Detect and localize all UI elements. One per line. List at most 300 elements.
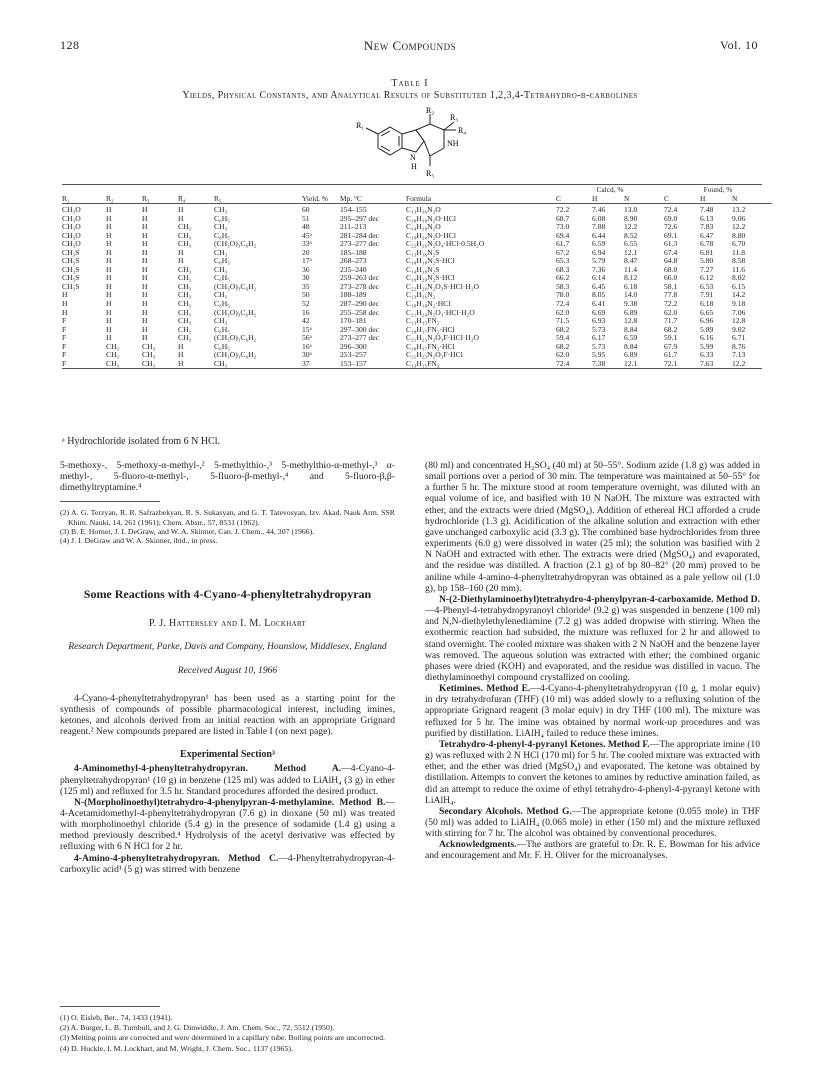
table-cell: H: [106, 291, 112, 300]
article-authors: P. J. Hattersley and I. M. Lockhart: [148, 618, 307, 630]
table-cell: 72.1: [664, 359, 678, 368]
table-caption: Yields, Physical Constants, and Analytical Results of Substituted 1,2,3,4-Tetrahydro-β-carbolines: [182, 90, 638, 101]
table-cell: H: [142, 334, 148, 343]
table-cell: CH₃O: [62, 223, 81, 232]
table-cell: 72.6: [664, 223, 678, 232]
table-cell: 296–300: [340, 342, 367, 351]
table-cell: H: [178, 206, 184, 214]
table-cell: 6.47: [700, 231, 714, 240]
table-cell: CH₃: [178, 317, 192, 326]
table-cell: 5.73: [592, 325, 606, 334]
table-cell: 8.52: [624, 231, 638, 240]
col-header-found-h: H: [700, 194, 706, 203]
table-cell: CH₃: [214, 265, 228, 274]
table-cell: CH₃: [178, 231, 192, 240]
table-cell: 6.15: [732, 282, 746, 291]
table-cell: 6.89: [624, 308, 638, 317]
table-row: [62, 223, 772, 232]
table-cell: 13.2: [732, 206, 746, 214]
reference-item: (2) A. Burger, L. B. Turnbull, and J. G. Dinwiddie, J. Am. Chem. Soc., 72, 5512 (1950).: [60, 1023, 335, 1033]
table-cell: 62.0: [664, 308, 678, 317]
table-cell: CH₃: [106, 342, 120, 351]
table-cell: CH₃: [106, 359, 120, 368]
table-cell: CH₃S: [62, 248, 80, 257]
method-d-text: —4-Phenyl-4-tetrahydropyranoyl chloride¹ (9.2 g) was suspended in benzene (100 ml) and N,N-diethylethylenediamine (7.2 g) was added dropwise with stirring. When the exothermic reaction had subsided, the mixture was refluxed for 2 hr and allowed to stand overnight. The cooled mixture was shaken with 2 N NaOH and the benzene layer was removed. The aqueous solution was extracted with ether; the combined organic phases were dried (KOH) and evaporated, and the residue was distilled in vacuo. The diethylaminoethyl compound crystallized on cooling.: [425, 605, 760, 683]
table-cell: CH₃: [214, 223, 228, 232]
table-cell: C₂₂H₂₆N₂O₃S·HCl·H₂O: [406, 282, 479, 291]
table-cell: 211–213: [340, 223, 367, 232]
table-row: [62, 317, 772, 326]
table-cell: 12.8: [732, 317, 746, 326]
table-row: [62, 334, 772, 343]
table-cell: 67.9: [664, 342, 678, 351]
col-header-found: Found, %: [703, 185, 733, 194]
table-cell: 7.48: [700, 206, 714, 214]
data-table: [62, 184, 762, 369]
table-cell: 273–277 dec: [340, 240, 380, 249]
table-cell: CH₃: [178, 334, 192, 343]
table-cell: C₁₉H₂₀N₂S·HCl: [406, 274, 455, 283]
table-cell: 8.84: [624, 325, 638, 334]
table-cell: F: [62, 325, 67, 334]
table-cell: CH₃S: [62, 274, 80, 283]
table-cell: 6.94: [592, 248, 606, 257]
table-cell: 287–290 dec: [340, 300, 380, 309]
table-cell: 9.38: [624, 300, 638, 309]
table-cell: 30ᵃ: [302, 351, 312, 360]
reference-item: (1) O. Eisleb, Ber., 74, 1433 (1941).: [60, 1013, 173, 1022]
table-cell: 8.47: [624, 257, 638, 266]
table-cell: F: [62, 359, 67, 368]
table-cell: H: [106, 248, 112, 257]
table-cell: H: [62, 300, 68, 309]
table-cell: 6.78: [700, 240, 714, 249]
table-cell: CH₃: [178, 282, 192, 291]
method-b-text: —4-Acetamidomethyl-4-phenyltetrahydropyran (7.6 g) in dioxane (50 ml) was treated with morpholinoethyl chloride (5.4 g) in the presence of sodamide (1.4 g) using a method previously described.⁴ Hydrolysis of the acetyl derivative was effected by refluxing with 6 N HCl for 2 hr.: [60, 796, 395, 853]
table-cell: 7.63: [700, 359, 714, 368]
col-header-found-n: N: [732, 194, 738, 203]
table-cell: 8.05: [592, 291, 606, 300]
table-cell: 6.16: [700, 334, 714, 343]
table-cell: CH₃O: [62, 206, 81, 214]
table-cell: 67.2: [556, 248, 570, 257]
table-cell: 51: [302, 214, 310, 223]
table-cell: 255–258 dec: [340, 308, 380, 317]
table-cell: H: [106, 274, 112, 283]
table-cell: C₁₈H₁₈N₂S·HCl: [406, 257, 455, 266]
table-cell: C₆H₅: [214, 325, 230, 334]
table-cell: CH₃: [142, 342, 156, 351]
table-cell: H: [178, 248, 184, 257]
table-cell: 6.17: [592, 334, 606, 343]
table-cell: H: [142, 206, 148, 214]
table-cell: H: [142, 265, 148, 274]
article-title: Some Reactions with 4-Cyano-4-phenyltetrahydropyran: [83, 587, 372, 602]
method-d-paragraph: [425, 594, 760, 683]
table-cell: H: [178, 359, 184, 368]
table-cell: H: [178, 257, 184, 266]
experimental-section-title: Experimental Section³: [180, 749, 275, 761]
table-cell: 9.06: [732, 214, 746, 223]
table-cell: C₁₃H₁₅FN₂: [406, 359, 440, 368]
table-cell: 6.71: [732, 334, 746, 343]
prev-article-continuation: 5-methoxy-, 5-methoxy-α-methyl-,² 5-methylthio-,³ 5-methylthio-α-methyl-,³ α-methyl-, 5-fluoro-α-methyl-, 5-fluoro-β-methyl-,⁴ and 5-fluoro-β,β-dimethyltryptamine.⁴: [60, 460, 395, 494]
method-b-paragraph: [60, 797, 395, 853]
article-intro: 4-Cyano-4-phenyltetrahydropyran¹ has been used as a starting point for the synthesis of compounds of possible pharmacological interest, including imines, ketones, and alcohols derived from an initial reaction with an appropriate Grignard reagent.² New compounds prepared are listed in Table I (on next page).: [60, 692, 395, 738]
table-cell: H: [142, 300, 148, 309]
table-cell: 72.4: [556, 359, 570, 368]
table-cell: C₆H₅: [214, 300, 230, 309]
table-cell: 68.2: [664, 325, 678, 334]
table-cell: 36: [302, 265, 310, 274]
table-cell: CH₃: [178, 240, 192, 249]
method-a-paragraph: [60, 763, 395, 796]
table-row: [62, 300, 772, 309]
table-cell: C₁₃H₁₆N₂: [406, 291, 436, 300]
table-cell: C₁₃H₁₅FN₂: [406, 317, 440, 326]
table-cell: CH₃: [214, 317, 228, 326]
table-row: [62, 291, 772, 300]
table-cell: CH₃: [178, 325, 192, 334]
col-header-yield: Yield, %: [302, 194, 328, 203]
table-cell: H: [106, 206, 112, 214]
table-cell: 66.0: [664, 274, 678, 283]
table-cell: 235–240: [340, 265, 367, 274]
table-cell: 14.0: [624, 291, 638, 300]
table-cell: 69.1: [664, 231, 678, 240]
table-cell: 66.2: [556, 274, 570, 283]
table-cell: 71.7: [664, 317, 678, 326]
table-cell: CH₃O: [62, 240, 81, 249]
table-row: [62, 309, 772, 318]
table-cell: CH₃S: [62, 257, 80, 266]
table-cell: 6.45: [592, 282, 606, 291]
col-header-calcd-n: N: [624, 194, 630, 203]
table-cell: 7.38: [592, 359, 606, 368]
table-cell: CH₃: [214, 291, 228, 300]
table-cell: 6.08: [592, 214, 606, 223]
table-cell: 42: [302, 317, 310, 326]
table-cell: (CH₃O)₃C₆H₂: [214, 282, 257, 291]
table-body: [62, 206, 772, 368]
table-cell: 6.59: [592, 240, 606, 249]
table-cell: 6.89: [624, 351, 638, 360]
table-cell: 281–284 dec: [340, 231, 380, 240]
table-cell: 7.91: [700, 291, 714, 300]
table-cell: 73.0: [556, 223, 570, 232]
journal-section-title: New Compounds: [363, 38, 457, 53]
table-cell: H: [106, 308, 112, 317]
table-cell: 273–278 dec: [340, 282, 380, 291]
table-cell: 273–277 dec: [340, 334, 380, 343]
table-cell: (CH₃O)₃C₆H₂: [214, 308, 257, 317]
table-cell: C₂₁H₂₃N₂O₃F·HCl: [406, 351, 463, 360]
table-cell: 61.3: [664, 240, 678, 249]
table-cell: 8.58: [732, 257, 746, 266]
table-cell: CH₃: [142, 351, 156, 360]
table-row: [62, 326, 772, 335]
table-cell: C₆H₅: [214, 231, 230, 240]
table-cell: H: [142, 214, 148, 223]
table-cell: CH₃: [178, 265, 192, 274]
table-cell: 20: [302, 248, 310, 257]
table-cell: 185–188: [340, 248, 367, 257]
method-c-paragraph: [60, 853, 395, 875]
method-f-heading: Tetrahydro-4-phenyl-4-pyranyl Ketones. Method F.: [439, 738, 650, 750]
table-cell: 77.8: [664, 291, 678, 300]
method-g-text: —The appropriate ketone (0.055 mole) in THF (50 ml) was added to LiAlH₄ (0.065 mole) in ether (150 ml) and the mixture refluxed with stirring for 7 hr. The alcohol was obtained by conventional procedures.: [425, 805, 760, 840]
table-cell: H: [142, 291, 148, 300]
table-cell: 72.2: [664, 300, 678, 309]
table-cell: CH₃: [214, 359, 228, 368]
table-cell: CH₃: [214, 206, 228, 214]
method-e-text: —4-Cyano-4-phenyltetrahydropyran (10 g, 1 molar equiv) in dry tetrahydrofuran (THF) (10 ml) was added slowly to a refluxing solution of the appropriate Grignard reagent (3 molar equiv) in dry THF (100 ml). The mixture was refluxed for 5 hr. The imine was obtained by normal work-up procedures and was purified by distillation. LiAlH₄ failed to reduce these imines.: [425, 683, 760, 739]
table-cell: 16: [302, 308, 310, 317]
table-cell: 62.0: [556, 351, 570, 360]
table-cell: 60: [302, 206, 310, 214]
method-a-heading: 4-Aminomethyl-4-phenyltetrahydropyran. Method A.: [74, 763, 342, 775]
table-cell: C₁₄H₁₈N₂S: [406, 265, 440, 274]
table-cell: 7.13: [732, 351, 746, 360]
table-row: [62, 206, 772, 215]
table-cell: 69.0: [664, 214, 678, 223]
table-cell: H: [178, 214, 184, 223]
table-cell: F: [62, 351, 67, 360]
table-cell: 78.0: [556, 291, 570, 300]
col-header-r3: R₃: [142, 194, 150, 203]
right-column: [425, 460, 760, 862]
table-cell: 13.0: [624, 206, 638, 214]
table-cell: CH₃: [142, 359, 156, 368]
beta-carboline-structure: [350, 104, 500, 184]
table-cell: 8.12: [624, 274, 638, 283]
table-cell: 11.8: [732, 248, 746, 257]
table-cell: CH₃: [178, 274, 192, 283]
acknowledgments-text: —The authors are grateful to Dr. R. E. Bowman for his advice and encouragement and Mr. F. H. Oliver for the microanalyses.: [425, 839, 760, 862]
table-cell: 48: [302, 223, 310, 232]
table-cell: H: [178, 351, 184, 360]
table-cell: 15ᵃ: [302, 325, 312, 334]
table-cell: 72.4: [556, 300, 570, 309]
prev-article-references: [60, 508, 395, 545]
table-cell: 59.4: [556, 334, 570, 343]
table-cell: H: [142, 231, 148, 240]
table-cell: 9.02: [732, 325, 746, 334]
table-cell: 6.41: [592, 300, 606, 309]
table-cell: 6.55: [624, 240, 638, 249]
method-c-heading: 4-Amino-4-phenyltetrahydropyran. Method C.: [74, 852, 279, 864]
table-cell: 37: [302, 359, 310, 368]
table-cell: 33ᵃ: [302, 240, 312, 249]
table-cell: (CH₃O)₃C₆H₂: [214, 240, 257, 249]
table-cell: H: [106, 300, 112, 309]
table-cell: 12.2: [732, 359, 746, 368]
table-row: [62, 274, 772, 283]
table-cell: H: [142, 248, 148, 257]
table-cell: 6.69: [592, 308, 606, 317]
table-cell: 6.53: [700, 282, 714, 291]
table-cell: 6.18: [624, 282, 638, 291]
method-g-heading: Secondary Alcohols. Method G.: [439, 805, 572, 817]
table-cell: H: [106, 257, 112, 266]
reference-item: (2) A. G. Terzyan, R. R. Safrazbekyan, R. S. Sukasyan, and G. T. Tatevosyan, Izv. Akad. Nauk Arm. SSR Khim. Nauki, 14, 261 (1961); Chem. Abstr., 57, 8531 (1962).: [60, 508, 395, 527]
table-cell: C₂₂H₂₆N₂O₄·HCl·0.5H₂O: [406, 240, 485, 249]
table-cell: 17ᵃ: [302, 257, 312, 266]
method-c-continuation: (80 ml) and concentrated H₂SO₄ (40 ml) at 50–55°. Sodium azide (1.8 g) was added in small portions over a period of 30 min. The temperature was maintained at 50–55° for a further 5 hr. The mixture stood at room temperature overnight, was diluted with an equal volume of ice, and basified with 10 N NaOH. The mixture was extracted with ether, and the extracts were dried (MgSO₄). Addition of ethereal HCl afforded a crude hydrochloride (1.3 g). Acidification of the alkaline solution and extraction with ether gave unchanged carboxylic acid (3.3 g). The combined base hydrochlorides from three experiments (6.0 g) were dissolved in water (25 ml); the solution was basified with 2 N NaOH and extracted with ether. The extracts were dried (MgSO₄) and evaporated, and the residue was distilled. A fraction (2.1 g) of bp 80–82° (20 mm) proved to be aniline while 4-amino-4-phenyltetrahydropyran was obtained as a pale yellow oil (1.0 g), bp 158–160 (20 mm).: [425, 460, 760, 594]
article-affiliation: Research Department, Parke, Davis and Company, Hounslow, Middlesex, England: [68, 641, 387, 653]
table-cell: C₁₉H₂₀N₂O·HCl: [406, 231, 456, 240]
table-cell: 68.0: [664, 265, 678, 274]
page-number: 128: [60, 38, 80, 52]
struct-label-nh: NH: [447, 139, 459, 148]
table-cell: 61.7: [556, 240, 570, 249]
table-cell: 61.7: [664, 351, 678, 360]
table-cell: CH₃: [106, 351, 120, 360]
table-cell: 67.4: [664, 248, 678, 257]
table-cell: C₆H₅: [214, 214, 230, 223]
table-cell: 6.13: [700, 214, 714, 223]
method-d-heading: N-(2-Diethylaminoethyl)tetrahydro-4-phenylpyran-4-carboxamide. Method D.: [439, 593, 760, 605]
table-cell: 7.88: [592, 223, 606, 232]
table-cell: (CH₃O)₃C₆H₂: [214, 351, 257, 360]
table-label: Table I: [391, 78, 429, 89]
table-cell: 35: [302, 282, 310, 291]
received-date: Received August 10, 1966: [177, 665, 278, 677]
table-cell: 30: [302, 274, 310, 283]
table-cell: 268–273: [340, 257, 367, 266]
table-cell: 71.5: [556, 317, 570, 326]
col-header-r2: R₂: [106, 194, 114, 203]
table-cell: 7.46: [592, 206, 606, 214]
table-cell: 50: [302, 291, 310, 300]
table-cell: C₁₄H₁₈N₂O: [406, 223, 441, 232]
table-cell: H: [106, 317, 112, 326]
struct-label-n: N: [410, 153, 416, 162]
table-cell: 56ᵃ: [302, 334, 312, 343]
table-cell: C₁₈H₁₈N₂·HCl: [406, 300, 451, 309]
table-cell: H: [142, 308, 148, 317]
table-cell: H: [142, 257, 148, 266]
struct-label-r3: R₃: [450, 113, 459, 122]
table-cell: 14.2: [732, 291, 746, 300]
table-cell: H: [106, 231, 112, 240]
table-cell: 59.1: [664, 334, 678, 343]
acknowledgments-paragraph: [425, 839, 760, 861]
table-cell: H: [106, 325, 112, 334]
reference-item: (3) Melting points are corrected and were determined in a capillary tube. Boiling points are uncorrected.: [60, 1033, 385, 1043]
table-cell: 6.70: [732, 240, 746, 249]
table-cell: H: [142, 274, 148, 283]
table-cell: 9.18: [732, 300, 746, 309]
table-cell: CH₃: [178, 300, 192, 309]
table-row: [62, 249, 772, 258]
article-footnotes: [60, 1006, 395, 1054]
table-cell: F: [62, 317, 67, 326]
table-footnote: ᵃ Hydrochloride isolated from 6 N HCl.: [62, 436, 220, 447]
table-cell: H: [106, 282, 112, 291]
table-cell: 188–189: [340, 291, 367, 300]
table-cell: 12.2: [624, 223, 638, 232]
table-cell: 72.2: [556, 206, 570, 214]
left-column: [60, 460, 395, 875]
piperidine-ring: [416, 124, 444, 156]
method-e-heading: Ketimines. Method E.: [439, 683, 531, 695]
col-header-r1: R₁: [62, 194, 70, 203]
reference-item: (4) J. I. DeGraw and W. A. Skinner, ibid., in press.: [60, 536, 218, 546]
table-cell: 5.80: [700, 257, 714, 266]
method-f-text: —The appropriate imine (10 g) was refluxed with 2 N HCl (170 ml) for 5 hr. The cooled mixture was extracted with ether, and the ether was dried (MgSO₄) and evaporated. The ketone was obtained by distillation. Attempts to convert the ketones to amines by reductive amination failed, as did an attempt to reduce the oxime of ethyl tetrahydro-4-phenyl-4-pyranyl ketone with LiAlH₄.: [425, 738, 761, 806]
table-cell: 5.99: [700, 342, 714, 351]
table-cell: CH₃: [178, 308, 192, 317]
table-cell: C₁₃H₁₆N₂O: [406, 206, 441, 214]
struct-label-r2: R₂: [426, 106, 435, 115]
table-cell: 8.80: [732, 231, 746, 240]
col-header-calcd: Calcd, %: [596, 185, 624, 194]
col-header-formula: Formula: [406, 194, 432, 203]
table-cell: 8.90: [624, 214, 638, 223]
table-cell: 64.8: [664, 257, 678, 266]
table-cell: H: [142, 240, 148, 249]
table-row: [62, 232, 772, 241]
table-cell: 72.4: [664, 206, 678, 214]
table-cell: (CH₃O)₃C₆H₂: [214, 334, 257, 343]
table-cell: H: [142, 317, 148, 326]
table-cell: H: [142, 325, 148, 334]
struct-label-r1: R₁: [356, 121, 365, 130]
table-cell: CH₃: [178, 291, 192, 300]
table-cell: 68.7: [556, 214, 570, 223]
table-row: [62, 240, 772, 249]
table-cell: 6.59: [624, 334, 638, 343]
table-cell: C₁₈H₁₇FN₂·HCl: [406, 325, 455, 334]
table-cell: F: [62, 334, 67, 343]
table-cell: 154–155: [340, 206, 367, 214]
col-header-found-c: C: [664, 194, 669, 203]
table-cell: 5.95: [592, 351, 606, 360]
table-cell: C₆H₅: [214, 274, 230, 283]
table-cell: CH₃O: [62, 231, 81, 240]
method-a-text: —4-Cyano-4-phenyltetrahydropyran¹ (10 g) in benzene (125 ml) was added to LiAlH₄ (3 g) in ether (125 ml) and refluxed for 3.5 hr. Standard procedures afforded the desired product.: [60, 763, 395, 797]
table-cell: 6.12: [700, 274, 714, 283]
table-cell: 58.1: [664, 282, 678, 291]
table-cell: 170–181: [340, 317, 367, 326]
method-b-heading: N-(Morpholinoethyl)tetrahydro-4-phenylpyran-4-methylamine. Method B.: [74, 796, 386, 808]
table-cell: H: [178, 342, 184, 351]
table-cell: 12.1: [624, 359, 638, 368]
table-cell: 5.89: [700, 325, 714, 334]
table-cell: H: [62, 308, 68, 317]
table-cell: H: [106, 214, 112, 223]
col-header-r5: R₅: [214, 194, 222, 203]
table-cell: 68.2: [556, 342, 570, 351]
table-cell: CH₃O: [62, 214, 81, 223]
table-cell: 58.3: [556, 282, 570, 291]
table-row: [62, 266, 772, 275]
table-cell: 5.73: [592, 342, 606, 351]
table-cell: H: [142, 223, 148, 232]
article-references: [60, 1013, 395, 1053]
table-cell: H: [106, 265, 112, 274]
table-cell: 68.3: [556, 265, 570, 274]
table-cell: CH₃S: [62, 282, 80, 291]
acknowledgments-heading: Acknowledgments.: [439, 839, 517, 851]
table-cell: H: [106, 240, 112, 249]
table-cell: H: [62, 291, 68, 300]
struct-label-r4: R₄: [458, 126, 467, 135]
table-cell: 8.84: [624, 342, 638, 351]
table-cell: C₂₁H₂₃N₂O₃F·HCl·H₂O: [406, 334, 479, 343]
table-cell: H: [106, 223, 112, 232]
